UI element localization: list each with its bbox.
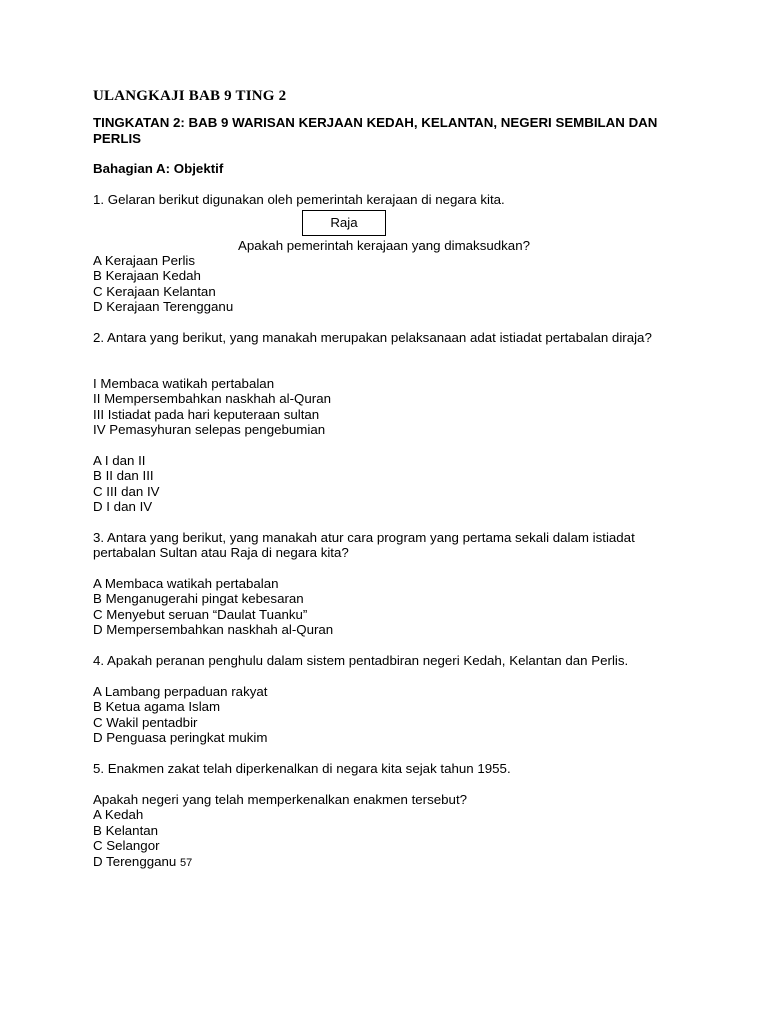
question-5-body — [93, 792, 693, 871]
option: A Kerajaan Perlis — [93, 253, 195, 268]
question-2-options — [93, 453, 693, 515]
statement: II Mempersembahkan naskhah al-Quran — [93, 391, 331, 407]
question-3-text: 3. Antara yang berikut, yang manakah atur cara program yang pertama sekali dalam istiadat pertabalan Sultan atau Raja di negara kita? — [93, 530, 635, 561]
option: D Mempersembahkan naskhah al-Quran — [93, 622, 334, 638]
option: B Ketua agama Islam — [93, 699, 221, 715]
option: A Lambang perpaduan rakyat — [93, 684, 268, 699]
question-1-text: 1. Gelaran berikut digunakan oleh pemerintah kerajaan di negara kita. — [93, 192, 505, 207]
question-1-options — [93, 253, 693, 315]
option: D I dan IV — [93, 499, 153, 515]
option: B Kerajaan Kedah — [93, 268, 201, 284]
question-4-text: 4. Apakah peranan penghulu dalam sistem pentadbiran negeri Kedah, Kelantan dan Perlis. — [93, 653, 629, 668]
document-title: ULANGKAJI BAB 9 TING 2 — [93, 88, 287, 104]
page-number: 57 — [180, 856, 193, 869]
question-4 — [93, 653, 693, 668]
option: A I dan II — [93, 453, 146, 468]
option: D Kerajaan Terengganu — [93, 299, 234, 315]
question-1-prompt: Apakah pemerintah kerajaan yang dimaksudkan? — [238, 238, 530, 253]
question-3-options — [93, 576, 693, 638]
option: D Penguasa peringkat mukim — [93, 730, 268, 746]
option: C Menyebut seruan “Daulat Tuanku” — [93, 606, 308, 622]
question-1-box: Raja — [302, 210, 386, 236]
option-with-page-number — [93, 854, 693, 871]
question-4-options — [93, 684, 693, 746]
question-5-prompt: Apakah negeri yang telah memperkenalkan enakmen tersebut? — [93, 792, 468, 807]
document-subtitle: TINGKATAN 2: BAB 9 WARISAN KERJAAN KEDAH, KELANTAN, NEGERI SEMBILAN DAN PERLIS — [93, 115, 658, 146]
question-2 — [93, 330, 693, 345]
question-5 — [93, 761, 693, 776]
question-2-statements — [93, 376, 693, 438]
question-5-text: 5. Enakmen zakat telah diperkenalkan di negara kita sejak tahun 1955. — [93, 761, 511, 776]
option: C Kerajaan Kelantan — [93, 283, 216, 299]
option: D Terengganu — [93, 853, 177, 869]
option: C III dan IV — [93, 483, 160, 499]
question-3 — [93, 530, 693, 561]
option: C Selangor — [93, 838, 160, 854]
section-heading: Bahagian A: Objektif — [93, 161, 224, 176]
question-1 — [93, 192, 693, 207]
option: B Menganugerahi pingat kebesaran — [93, 591, 304, 607]
statement: III Istiadat pada hari keputeraan sultan — [93, 406, 320, 422]
option: B II dan III — [93, 468, 154, 484]
statement: IV Pemasyhuran selepas pengebumian — [93, 422, 326, 438]
option: C Wakil pentadbir — [93, 714, 198, 730]
statement: I Membaca watikah pertabalan — [93, 376, 275, 391]
option: A Kedah — [93, 807, 144, 823]
question-2-text: 2. Antara yang berikut, yang manakah merupakan pelaksanaan adat istiadat pertabalan diraja? — [93, 330, 652, 345]
option: A Membaca watikah pertabalan — [93, 576, 279, 591]
option: B Kelantan — [93, 822, 159, 838]
